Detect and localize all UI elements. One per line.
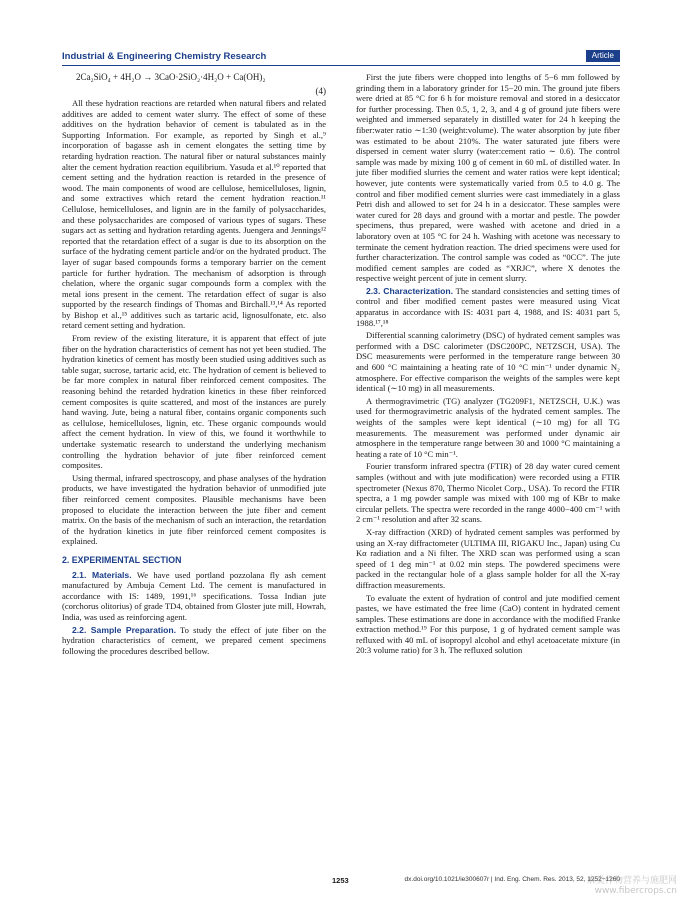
materials-paragraph: 2.1. Materials. We have used portland pozzolana fly ash cement manufactured by Ambuja Cement Ltd. The cement is manufactured in accordance with IS: 1489, 1991,¹⁶ specifications. Tossa Indian jute (corchorus olitorius) of grade TD4, obtained from Gloster jute mill, Howrah, India, was used as reinforcing agent. [62, 569, 327, 622]
subsection-heading: 2.2. Sample Preparation. [72, 624, 176, 635]
paragraph: Differential scanning calorimetry (DSC) of hydrated cement samples was performed with a DSC calorimeter (DSC200PC, NETZSCH, USA). The DSC measurements were performed in the temperature range between 30 and 600 °C maintaining a heating rate of 10 °C min⁻¹ under dynamic N₂ atmosphere. For effective comparison the weights of the samples were kept identical (∼10 mg) in all measurements. [356, 330, 620, 394]
journal-title: Industrial & Engineering Chemistry Research [62, 51, 267, 62]
article-type-badge: Article [586, 50, 620, 62]
watermark: 麻类作物营养与施肥网 www.fibercrops.cn [586, 876, 677, 896]
left-column [62, 72, 326, 656]
paragraph: From review of the existing literature, it is apparent that effect of jute fiber on the hydration characteristics of cement has not yet been studied. The hydration kinetics of cement has mostly been studied using additives such as table sugar, sucrose, tartaric acid, etc. The hydration of cement is believed to be far more complex in natural fiber reinforced cement composites. The reasoning behind the retarded hydration kinetics in these fiber reinforced cement composites is quite scattered, and most of the instances are purely hand waving. Jute, being a natural fiber, contains organic components such as cellulose, hemicelluloses, lignin, etc. These organic compounds would affect the cement hydration. In view of this, we found it worthwhile to undertake systematic research to understand the underlying mechanism controlling the hydration behavior of jute fiber reinforced cement composites. [62, 333, 326, 471]
paragraph: First the jute fibers were chopped into lengths of 5−6 mm followed by grinding them in a laboratory grinder for 15−20 min. The ground jute fibers were dried at 85 °C for 6 h for moisture removal and stored in a desiccator for further processing. Then 0.5, 1, 2, 3, and 4 g of ground jute fibers were weighted and immersed separately in distilled water for 24 h keeping the fiber:water ratio ∼1:30 (weight:volume). The water absorption by jute fiber was estimated to be about 210%. The water saturated jute fibers were dispersed in cement water slurry (water:cement ratio ∼ 0.6). The control sample was made by mixing 100 g of cement in 60 mL of distilled water. In jute fiber modified slurries the cement and water ratios were kept identical; however, jute contents were systematically varied from 0.5 to 4.0 g. The control and fiber modified cement slurries were cast immediately in a glass Petri dish and allowed to set for 24 h in a desiccator. These samples were water cured for 28 days and ground with a mortar and pestle. The powder specimens, thus prepared, were washed with acetone and dried in a laboratory oven at 105 °C for 24 h. Washing with acetone was necessary to terminate the cement hydration reaction. The dried specimens were used for further characterization. The control sample was coded as “0CC”. The jute modified cement samples are coded as “XRJC”, where X denotes the respective weight percent of jute in cement slurry. [356, 72, 620, 284]
right-column [356, 72, 620, 656]
subsection-heading: 2.1. Materials. [72, 569, 132, 580]
paragraph: Using thermal, infrared spectroscopy, and phase analyses of the hydration products, we have investigated the hydration behavior of unmodified jute fiber reinforced cement composites. Plausible mechanisms have been proposed to elucidate the interaction between the jute fiber and cement matrix. On the basis of the mechanism of such an interaction, the retardation of the hydration kinetics in jute fiber reinforced cement composites is explained. [62, 472, 326, 547]
paragraph: To evaluate the extent of hydration of control and jute modified cement pastes, we have estimated the free lime (CaO) content in hydrated cement samples. These estimations are done in accordance with the modified Franke extraction method.¹⁹ For this purpose, 1 g of hydrated cement sample was refluxed with 40 mL of isopropyl alcohol and ethyl acetoacetate mixture (in 20:3 volume ratio) for 3 h. The refluxed solution [356, 592, 620, 656]
equation-text: 2Ca₂SiO₄ + 4H₂O → 3CaO·2SiO₂·4H₂O + Ca(OH)₂ [76, 72, 266, 82]
paragraph: A thermogravimetric (TG) analyzer (TG209F1, NETZSCH, U.K.) was used for thermogravimetric analysis of the hydrated cement samples. The weights of the samples were kept identical (∼10 mg) for all TG measurements. The measurement was performed under dynamic air atmosphere in the temperature range between 30 and 1000 °C maintaining a heating a rate of 10 °C min⁻¹. [356, 395, 620, 459]
section-heading: 2. EXPERIMENTAL SECTION [62, 554, 182, 565]
paragraph: X-ray diffraction (XRD) of hydrated cement samples was performed by using an X-ray diffractometer (ULTIMA III, RIGAKU Inc., Japan) using Cu Kα radiation and a Ni filter. The XRD scan was performed using a scan speed of 1 deg min⁻¹ at 0.02 min steps. The powdered specimens were packed in the rectangular hole of a glass sample holder for all the X-ray diffraction measurements. [356, 526, 620, 590]
characterization-paragraph: 2.3. Characterization. The standard consistencies and setting times of control and fiber modified cement pastes were measured using Vicat apparatus in accordance with IS: 4031 part 4, 1988, and IS: 4031 part 5, 1988.¹⁷,¹⁸ [356, 285, 620, 328]
subsection-heading: 2.3. Characterization. [366, 285, 454, 296]
paragraph: All these hydration reactions are retarded when natural fibers and related additives are added to cement water slurry. The effect of some of these additives on the hydration behavior of cement is tabulated as in the Supporting Information. For example, as reported by Singh et al.,⁹ incorporation of bagasse ash in cement elongates the setting time by retarding hydration reaction. The natural fiber or natural substances mainly alter the cement hydration reaction equilibrium. Yasuda et al.¹⁰ reported that cement setting and the hydration reaction is retarded in the presence of wood. The main components of wood are cellulose, hemicelluloses, lignin, and some extractives which retard the cement hydration reaction.¹¹ Cellulose, hemicelluloses, and lignin are in the family of polysaccharides, and these polysaccharides are composed of various types of sugars. These sugars act as setting and hydration retarding agents. Juengera and Jennings¹² reported that the retardation effect of a sugar is due to its absorption on the surface of the hydrating cement particle and/or on the hydrated product. The layer of sugar based compounds forms a temporary barrier on the cement particle for further hydration. The mechanism of adsorption is through chelation, where the organic sugar compounds form a complex with the metal ions present in the cement. The retardation effect of sugar is also supported by the research findings of Thomas and Birchall.¹³,¹⁴ As reported by Bishop et al.,¹⁵ additives such as tartaric acid, lignosulfonate, etc. also retard cement setting and hydration. [62, 98, 326, 331]
page-footer [62, 876, 620, 886]
doi-citation: dx.doi.org/10.1021/ie300607r | Ind. Eng. Chem. Res. 2013, 52, 1252−1260 [404, 876, 620, 883]
equation-4 [62, 72, 326, 98]
page-number: 1253 [332, 876, 349, 885]
sample-prep-paragraph: 2.2. Sample Preparation. To study the effect of jute fiber on the hydration characteristics of cement, we prepared cement specimens following the procedures described bellow. [62, 624, 326, 656]
equation-number: (4) [315, 86, 326, 96]
paragraph: Fourier transform infrared spectra (FTIR) of 28 day water cured cement samples (without and with jute modification) were recorded using a FTIR spectrometer (Nexus 870, Thermo Nicolet Corp., USA). To record the FTIR spectra, a 1 mg powder sample was mixed with 100 mg of KBr to make circular pellets. The spectra were recorded in the range 4000−400 cm⁻¹ with 2 cm⁻¹ resolution and after 32 scans. [356, 461, 620, 525]
journal-header [62, 52, 620, 66]
